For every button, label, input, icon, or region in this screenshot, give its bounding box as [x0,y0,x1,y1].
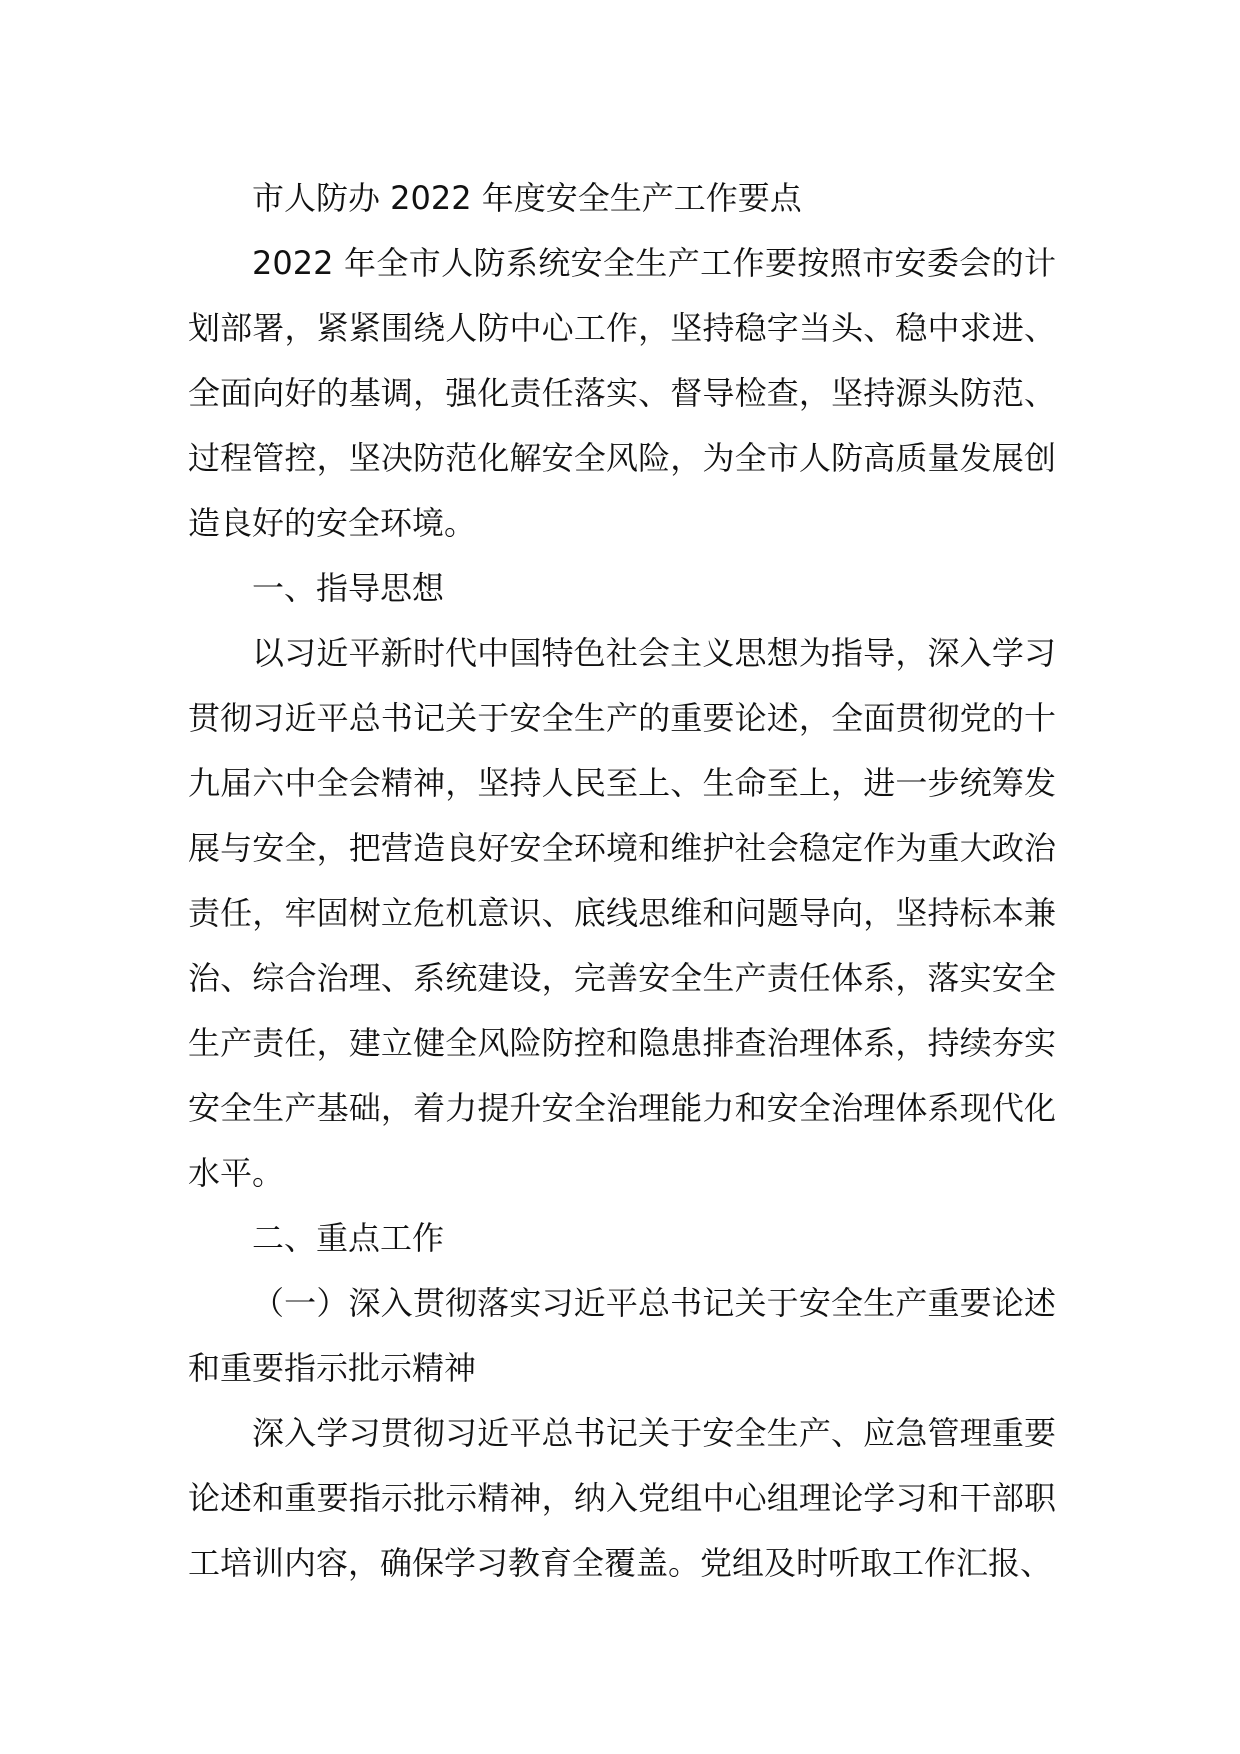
document-page [188,166,1056,1596]
section-heading-guiding-ideology: 一、指导思想 [252,569,445,607]
intro-paragraph: 2022 年全市人防系统安全生产工作要按照市安委会的计划部署，紧紧围绕人防中心工作，坚持稳字当头、稳中求进、全面向好的基调，强化责任落实、督导检查，坚持源头防范、过程管控，坚决防范化解安全风险，为全市人防高质量发展创造良好的安全环境。 [188,244,1056,542]
document-title: 市人防办 2022 年度安全生产工作要点 [252,179,802,217]
guiding-ideology-paragraph: 以习近平新时代中国特色社会主义思想为指导，深入学习贯彻习近平总书记关于安全生产的重要论述，全面贯彻党的十九届六中全会精神，坚持人民至上、生命至上，进一步统筹发展与安全，把营造良好安全环境和维护社会稳定作为重大政治责任，牢固树立危机意识、底线思维和问题导向，坚持标本兼治、综合治理、系统建设，完善安全生产责任体系，落实安全生产责任，建立健全风险防控和隐患排查治理体系，持续夯实安全生产基础，着力提升安全治理能力和安全治理体系现代化水平。 [188,634,1056,1192]
section-heading-key-work: 二、重点工作 [252,1219,445,1257]
subsection-heading-1: （一）深入贯彻落实习近平总书记关于安全生产重要论述和重要指示批示精神 [188,1284,1056,1387]
subsection-1-paragraph: 深入学习贯彻习近平总书记关于安全生产、应急管理重要论述和重要指示批示精神，纳入党组中心组理论学习和干部职工培训内容，确保学习教育全覆盖。党组及时听取工作汇报、 [188,1414,1056,1582]
